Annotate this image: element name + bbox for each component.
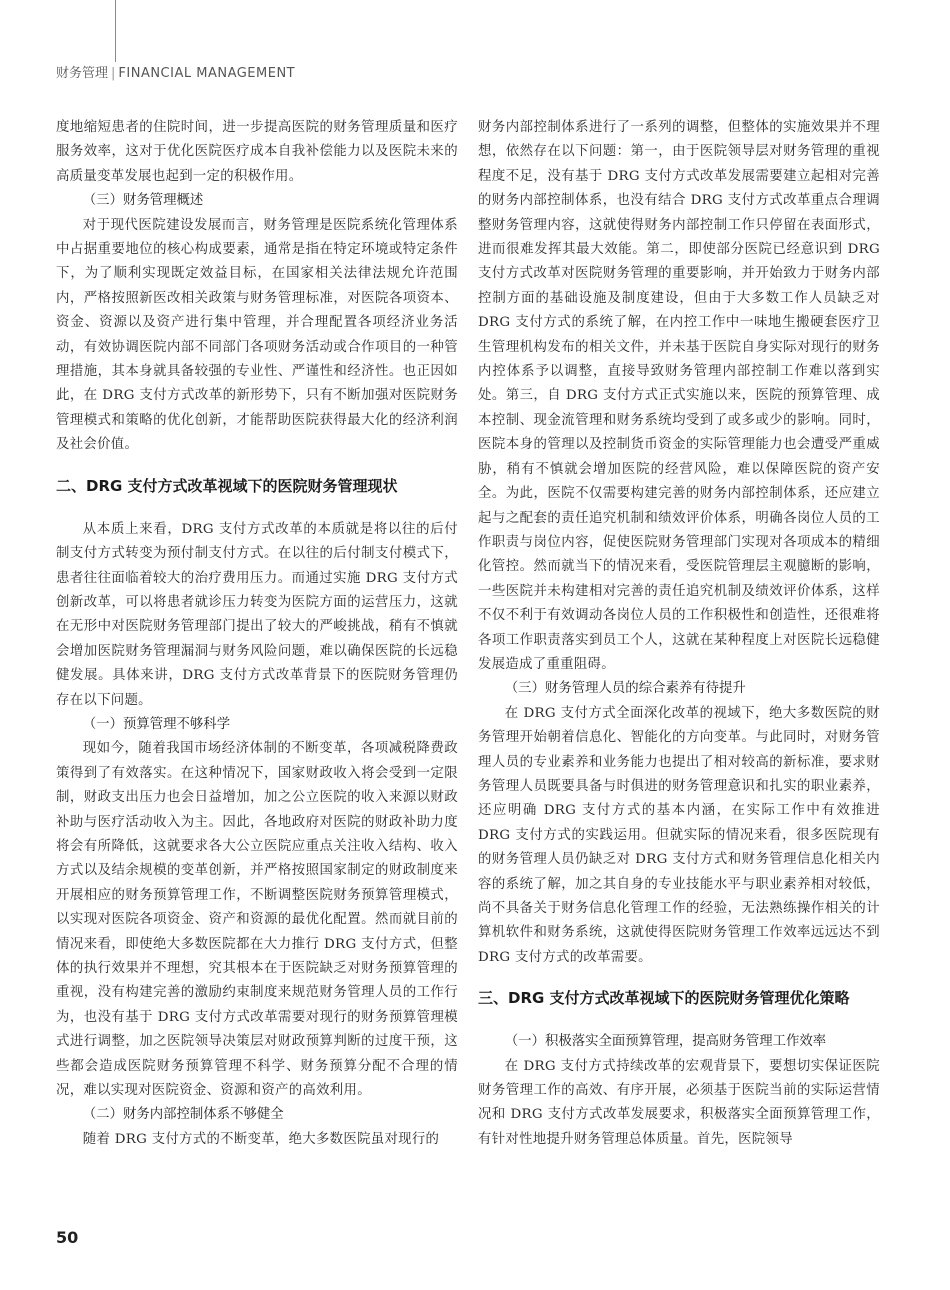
paragraph: 对于现代医院建设发展而言，财务管理是医院系统化管理体系中占据重要地位的核心构成要素，通常是指在特定环境或特定条件下，为了顺利实现既定效益目标，在国家相关法律法规允许范围内，严格按照新医改相关政策与财务管理标准，对医院各项资本、资金、资源以及资产进行集中管理，并合理配置各项经济业务活动，有效协调医院内部不同部门各项财务活动或合作项目的一种管理措施，其本身就具备较强的专业性、严谨性和经济性。也正因如此，在 DRG 支付方式改革的新形势下，只有不断加强对医院财务管理模式和策略的优化创新，才能帮助医院获得最大化的经济利润及社会价值。 bbox=[56, 217, 458, 453]
paragraph: 在 DRG 支付方式全面深化改革的视域下，绝大多数医院的财务管理开始朝着信息化、智能化的方向变革。与此同时，对财务管理人员的专业素养和业务能力也提出了相对较高的新标准，要求财务管理人员既要具备与时俱进的财务管理意识和扎实的职业素养，还应明确 DRG 支付方式的基本内涵，在实际工作中有效推进 DRG 支付方式的实践运用。但就实际的情况来看，很多医院现有的财务管理人员仍缺乏对 DRG 支付方式和财务管理信息化相关内容的系统了解，加之其自身的专业技能水平与职业素养相对较低，尚不具备关于财务信息化管理工作的经验，无法熟练操作相关的计算机软件和财务系统，这就使得医院财务管理工作效率远远达不到 DRG 支付方式的改革需要。 bbox=[478, 705, 880, 965]
subheading: （二）财务内部控制体系不够健全 bbox=[82, 1107, 284, 1123]
paragraph: 从本质上来看，DRG 支付方式改革的本质就是将以往的后付制支付方式转变为预付制支付方式。在以往的后付制支付模式下，患者往往面临着较大的治疗费用压力。而通过实施 DRG 支付方式创新改革，可以将患者就诊压力转变为医院方面的运营压力，这就在无形中对医院财务管理部门提出了较大的严峻挑战，稍有不慎就会增加医院财务管理漏洞与财务风险问题，难以确保医院的长远稳健发展。具体来讲，DRG 支付方式改革背景下的医院财务管理仍存在以下问题。 bbox=[56, 521, 458, 708]
header-divider-line bbox=[115, 0, 116, 62]
right-column bbox=[478, 116, 880, 1216]
subheading: （一）预算管理不够科学 bbox=[82, 716, 231, 732]
header-separator: | bbox=[111, 66, 116, 81]
paragraph: 财务内部控制体系进行了一系列的调整，但整体的实施效果并不理想，依然存在以下问题：第一，由于医院领导层对财务管理的重视程度不足，没有基于 DRG 支付方式改革发展需要建立起相对完善的财务内部控制体系，也没有结合 DRG 支付方式改革重点合理调整财务管理内容，这就使得财务内部控制工作只停留在表面形式，进而很难发挥其最大效能。第二，即使部分医院已经意识到 DRG 支付方式改革对医院财务管理的重要影响，并开始致力于财务内部控制方面的基础设施及制度建设，但由于大多数工作人员缺乏对 DRG 支付方式的系统了解，在内控工作中一味地生搬硬套医疗卫生管理机构发布的相关文件，并未基于医院自身实际对现行的财务内控体系予以调整，直接导致财务管理内部控制工作难以落到实处。第三，自 DRG 支付方式正式实施以来，医院的预算管理、成本控制、现金流管理和财务系统均受到了或多或少的影响。同时，医院本身的管理以及控制货币资金的实际管理能力也会遭受严重威胁，稍有不慎就会增加医院的经营风险，难以保障医院的资产安全。为此，医院不仅需要构建完善的财务内部控制体系，还应建立起与之配套的责任追究机制和绩效评价体系，明确各岗位人员的工作职责与岗位内容，促使医院财务管理部门实现对各项成本的精细化管控。然而就当下的情况来看，受医院管理层主观臆断的影响，一些医院并未构建相对完善的责任追究机制及绩效评价体系，这样不仅不利于有效调动各岗位人员的工作积极性和创造性，还很难将各项工作职责落实到员工个人，这就在某种程度上对医院长远稳健发展造成了重重阻碍。 bbox=[478, 120, 880, 672]
section-heading: 三、DRG 支付方式改革视域下的医院财务管理优化策略 bbox=[478, 989, 850, 1008]
subheading: （一）积极落实全面预算管理，提高财务管理工作效率 bbox=[504, 1034, 827, 1050]
paragraph: 度地缩短患者的住院时间，进一步提高医院的财务管理质量和医疗服务效率，这对于优化医院医疗成本自我补偿能力以及医院未来的高质量变革发展也起到一定的积极作用。 bbox=[56, 120, 458, 184]
header-title-en: FINANCIAL MANAGEMENT bbox=[118, 66, 296, 81]
running-header bbox=[56, 62, 295, 81]
left-column bbox=[56, 116, 458, 1216]
subheading: （三）财务管理人员的综合素养有待提升 bbox=[504, 681, 746, 697]
paragraph: 在 DRG 支付方式持续改革的宏观背景下，要想切实保证医院财务管理工作的高效、有序开展，必须基于医院当前的实际运营情况和 DRG 支付方式改革发展要求，积极落实全面预算管理工作，有针对性地提升财务管理总体质量。首先，医院领导 bbox=[478, 1058, 880, 1147]
header-title-cn: 财务管理 bbox=[56, 66, 109, 81]
paragraph: 随着 DRG 支付方式的不断变革，绝大多数医院虽对现行的 bbox=[82, 1131, 440, 1147]
subheading: （三）财务管理概述 bbox=[82, 193, 204, 209]
section-heading: 二、DRG 支付方式改革视域下的医院财务管理现状 bbox=[56, 476, 398, 495]
page-number: 50 bbox=[56, 1228, 79, 1247]
paragraph: 现如今，随着我国市场经济体制的不断变革，各项减税降费政策得到了有效落实。在这种情况下，国家财政收入将会受到一定限制，财政支出压力也会日益增加，加之公立医院的收入来源以财政补助与医疗活动收入为主。因此，各地政府对医院的财政补助力度将会有所降低，这就要求各大公立医院应重点关注收入结构、收入方式以及结余规模的变革创新，并严格按照国家制定的财政制度来开展相应的财务预算管理工作，不断调整医院财务预算管理模式，以实现对医院各项资金、资产和资源的最优化配置。然而就目前的情况来看，即使绝大多数医院都在大力推行 DRG 支付方式，但整体的执行效果并不理想，究其根本在于医院缺乏对财务预算管理的重视，没有构建完善的激励约束制度来规范财务管理人员的工作行为，也没有基于 DRG 支付方式改革需要对现行的财务预算管理模式进行调整，加之医院领导决策层对财政预算判断的过度干预，这些都会造成医院财务预算管理不科学、财务预算分配不合理的情况，难以实现对医院资金、资源和资产的高效利用。 bbox=[56, 741, 458, 1099]
